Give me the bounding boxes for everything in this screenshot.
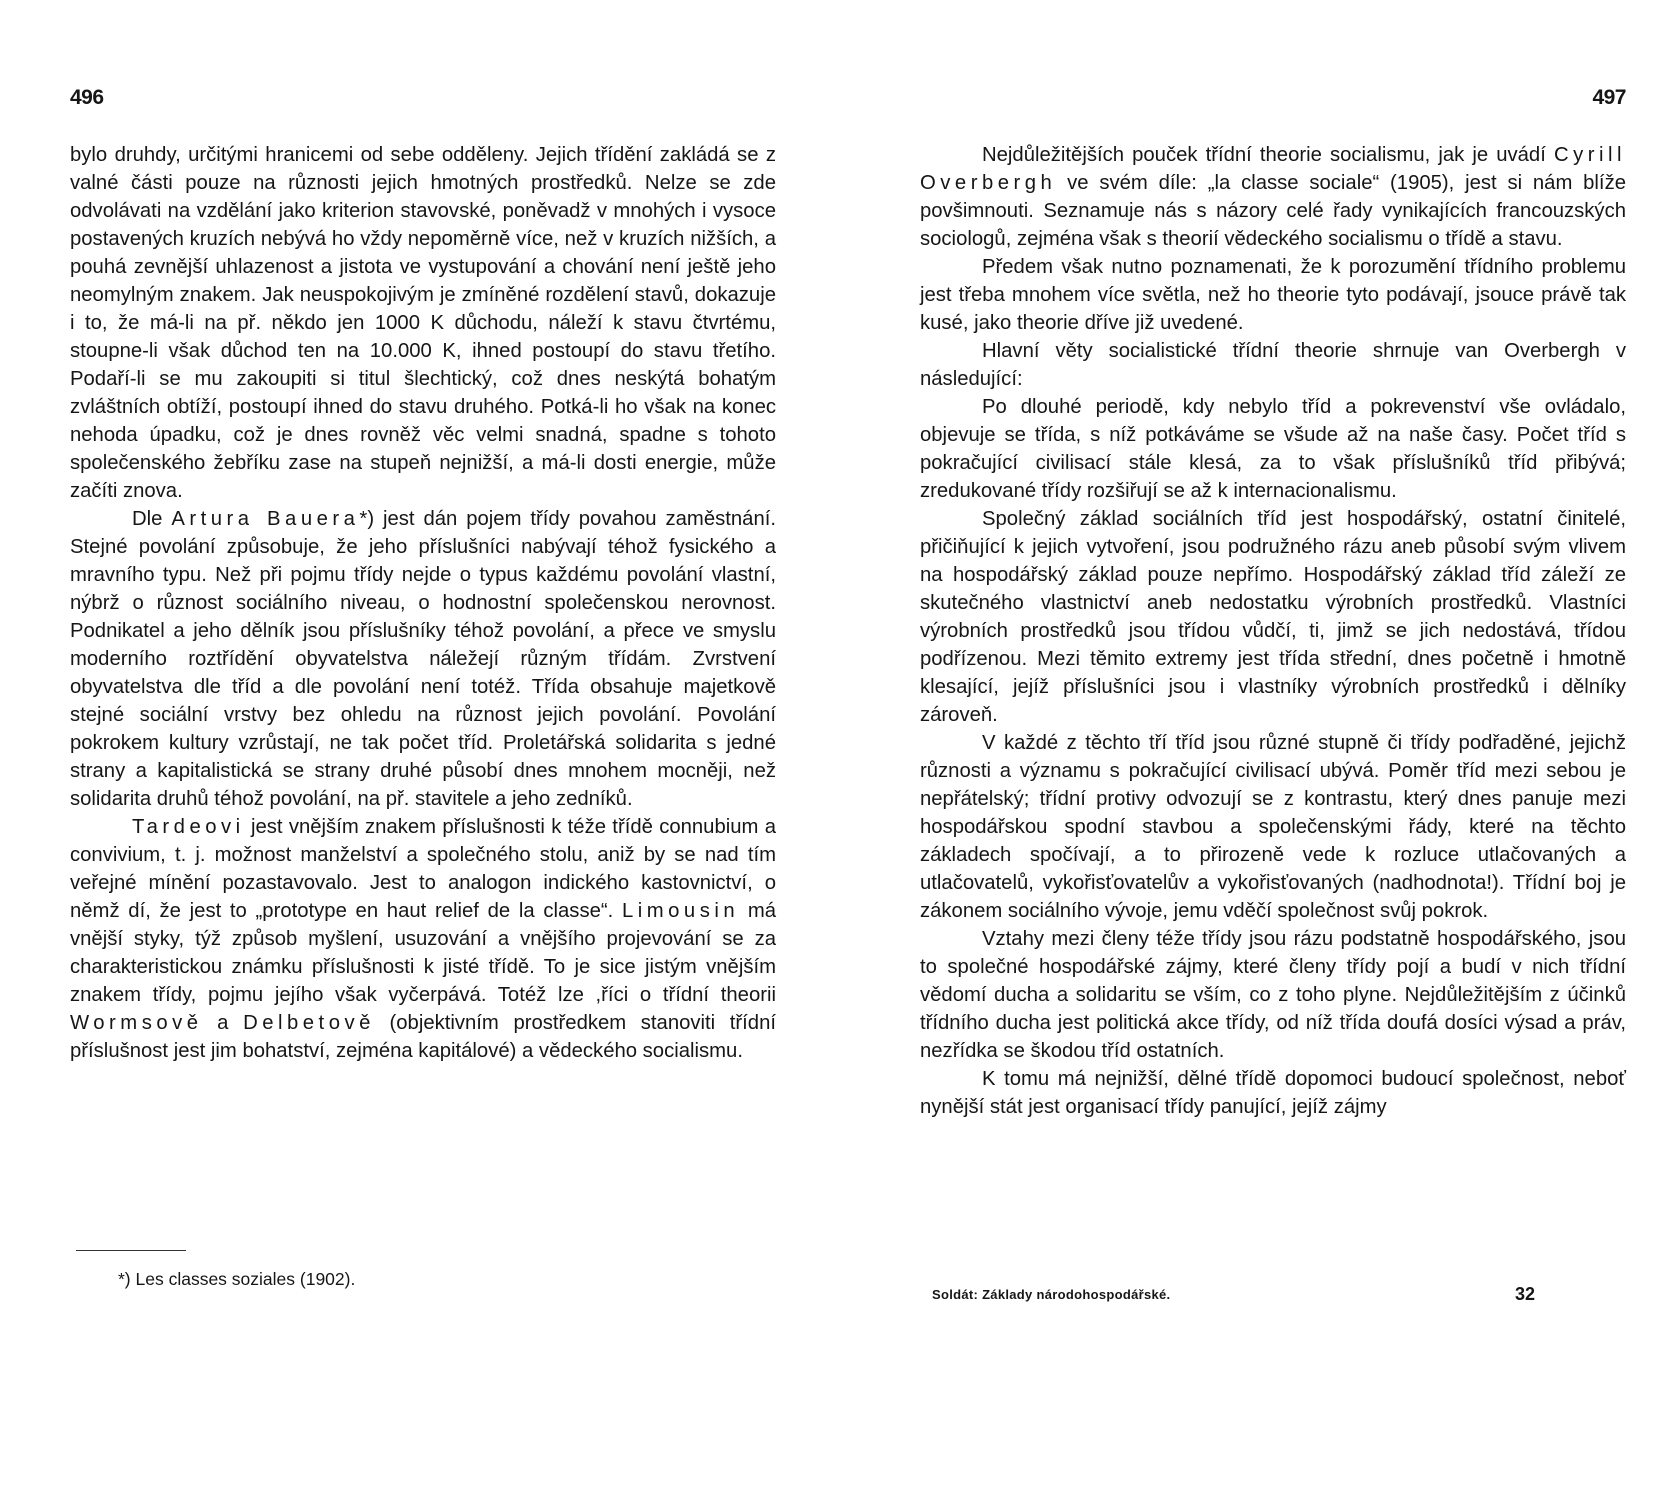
paragraph: K tomu má nejnižší, dělné třídě dopomoci budoucí společnost, neboť nynější stát jest organisací třídy panující, jejíž zájmy — [920, 1068, 1626, 1118]
sheet-number: 32 — [1515, 1284, 1536, 1304]
paragraph: bylo druhdy, určitými hranicemi od sebe odděleny. Jejich třídění zakládá se z valné části pouze na různosti jejich hmotných prostředků. Nelze se zde odvolávati na vzdělání jako kriterion stavovské, poněvadž v mnohých i vysoce postavených kruzích nebývá ho vždy nepoměrně více, než v kruzích nižších, a pouhá zevnější uhlazenost a jistota ve vystupování a chování není ještě jeho neomylným znakem. Jak neuspokojivým je zmíněné rozdělení stavů, dokazuje i to, že má-li na př. někdo jen 1000 K důchodu, náleží k stavu čtvrtému, stoupne-li však důchod ten na 10.000 K, ihned postoupí do stavu třetího. Podaří-li se mu zakoupiti si titul šlechtický, což dnes neskýtá bohatým zvláštních obtíží, postoupí ihned do stavu druhého. Potká-li ho však na konec nehoda úpadku, což je dnes rovněž věc velmi snadná, spadne s tohoto společenského žebříku zase na stupeň nejnižší, a má-li dosti energie, může začíti znova. — [70, 144, 776, 502]
page-number-left: 496 — [70, 86, 104, 109]
right-page — [920, 0, 1626, 1500]
paragraph: Po dlouhé periodě, kdy nebylo tříd a pokrevenství vše ovládalo, objevuje se třída, s níž potkáváme se všude až na naše časy. Počet tříd s pokračující civilisací stále klesá, za to však příslušníků tříd přibývá; zredukované třídy rozšiřují se až k internacionalismu. — [920, 396, 1626, 502]
page-number-right: 497 — [1592, 86, 1626, 109]
paragraph-text: ve svém díle: „la classe sociale“ (1905), jest si nám blíže povšimnouti. Seznamuje nás s názory celé řady vynikajících francouzských sociologů, zejména však s theorií vědeckého socialismu o třídě a stavu. — [920, 172, 1626, 250]
paragraph-text: *) jest dán pojem třídy povahou zaměstnání. Stejné povolání způsobuje, že jeho příslušníci nabývají téhož fysického a mravního typu. Než při pojmu třídy nejde o typus každému povolání vlastní, nýbrž o různost sociálního niveau, o hodnostní společenskou nerovnost. Podnikatel a jeho dělník jsou příslušníky téhož povolání, a přece ve smyslu moderního roztřídění obyvatelstva náležejí různým třídám. Zvrstvení obyvatelstva dle tříd a dle povolání není totéž. Třída obsahuje majetkově stejné sociální vrstvy bez ohledu na různost jejich povolání. Povolání pokrokem kultury vzrůstají, ne tak počet tříd. Proletářská solidarita s jedné strany a kapitalistická se strany druhé působí dnes mnohem mocněji, než solidarita druhů téhož povolání, na př. stavitele a jeho zedníků. — [70, 508, 776, 810]
paragraph: Společný základ sociálních tříd jest hospodářský, ostatní činitelé, přičiňující k jejich vytvoření, jsou podružného rázu aneb působí svým vlivem na hospodářský základ pouze nepřímo. Hospodářský základ tříd záleží ze skutečného vlastnictví aneb nedostatku výrobních prostředků. Vlastníci výrobních prostředků jsou třídou vůdčí, ti, jimž se jich nedostává, třídou podřízenou. Mezi těmito extremy jest třída střední, dnes početně i hmotně klesající, jejíž příslušníci jsou i vlastníky výrobních prostředků i dělníky zároveň. — [920, 508, 1626, 726]
paragraph-text: má vnější styky, týž způsob myšlení, usuzování a vnějšího projevování se za charakteristickou známku příslušnosti k jisté třídě. To je sice jistým vnějším znakem třídy, pojmu jejího však vyčerpává. Totéž lze ,říci o třídní theorii — [70, 900, 776, 1006]
paragraph-text: jest vnějším znakem příslušnosti k téže třídě connubium a convivium, t. j. možnost manželství a společného stolu, aniž by se nad tím veřejné mínění pozastavovalo. Jest to analogon indického kastovnictví, o němž dí, že jest to „prototype en haut relief de la classe“. — [70, 816, 776, 922]
author-name: Delbetově — [243, 1012, 375, 1034]
signature-line: Soldát: Základy národohospodářské. — [932, 1287, 1171, 1302]
paragraph: Vztahy mezi členy téže třídy jsou rázu podstatně hospodářského, jsou to společné hospodářské zájmy, které členy třídy pojí a budí v nich třídní vědomí ducha a solidaritu se vším, co z toho plyne. Nejdůležitějším z účinků třídního ducha jest politická akce třídy, od níž třída doufá dosíci výsad a práv, nezřídka se škodou tříd ostatních. — [920, 928, 1626, 1062]
paragraph — [70, 505, 776, 813]
paragraph: Hlavní věty socialistické třídní theorie shrnuje van Overbergh v následující: — [920, 340, 1626, 390]
author-name: Wormsově — [70, 1012, 203, 1034]
author-name: Artura Bauera — [171, 508, 360, 530]
paragraph — [70, 813, 776, 1065]
paragraph-lead: Dle — [132, 508, 172, 530]
paragraph-text: a — [202, 1012, 244, 1034]
author-name: Tardeovi — [132, 816, 245, 838]
left-page — [70, 0, 776, 1500]
paragraph: V každé z těchto tří tříd jsou různé stupně či třídy podřaděné, jejichž různosti a významu s pokračující civilisací ubývá. Poměr tříd mezi sebou je nepřátelský; třídní protivy odvozují se z kontrastu, který dnes panuje mezi hospodářskou spodní stavbou a společenskými řády, které na těchto základech spočívají, a to přirozeně vede k rozluce utlačovaných a utlačovatelů, vykořisťovatelův a vykořisťovaných (nadhodnota!). Třídní boj je zákonem sociálního vývoje, jemu vděčí společnost svůj pokrok. — [920, 732, 1626, 922]
right-text-column — [920, 141, 1626, 1121]
author-name: Limousin — [621, 900, 740, 922]
paragraph-text: (objektivním prostředkem stanoviti třídní příslušnost jest jim bohatství, zejména kapitálové) a vědeckého socialismu. — [70, 1012, 776, 1062]
paragraph: Předem však nutno poznamenati, že k porozumění třídního problemu jest třeba mnohem více světla, než ho theorie tyto podávají, jsouce právě tak kusé, jako theorie dříve již uvedené. — [920, 256, 1626, 334]
footnote-divider — [76, 1250, 186, 1251]
author-name: Cyrill Overbergh — [920, 144, 1626, 194]
paragraph — [920, 141, 1626, 253]
paragraph-text: Nejdůležitějších pouček třídní theorie socialismu, jak je uvádí — [982, 144, 1554, 166]
footnote: *) Les classes soziales (1902). — [118, 1269, 356, 1289]
left-text-column — [70, 141, 776, 1065]
